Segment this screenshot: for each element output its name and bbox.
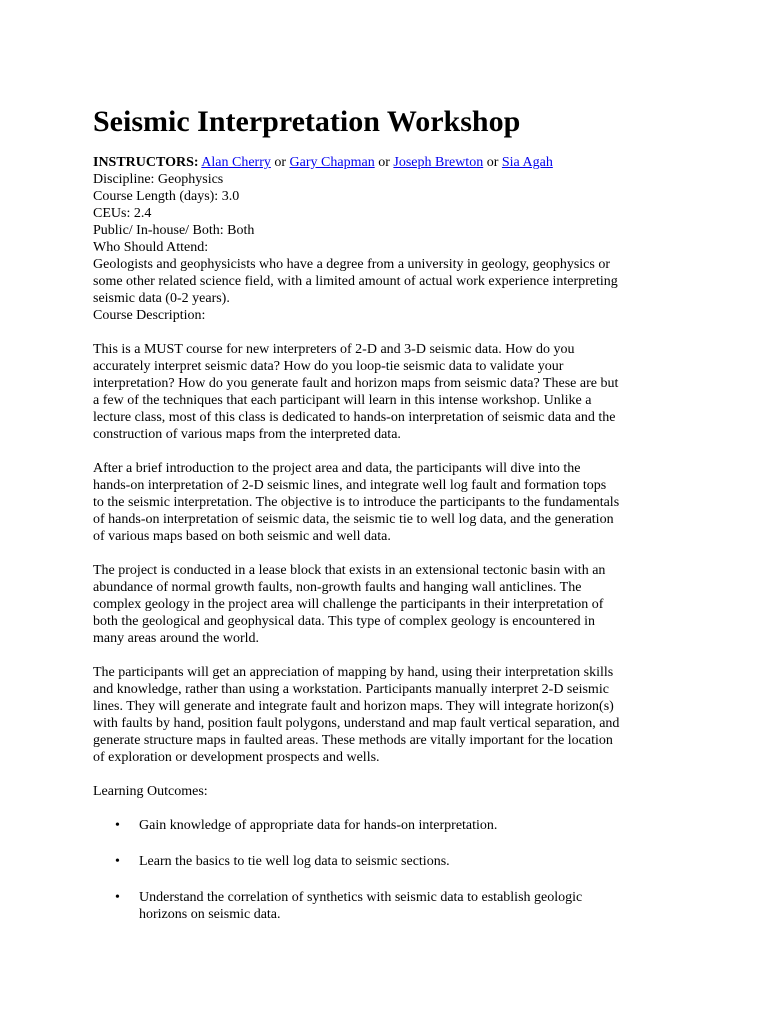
text-line: to the seismic interpretation. The objective is to introduce the participants to the fundamentals <box>93 495 620 510</box>
description-paragraph-1 <box>93 341 693 443</box>
text-line: of hands-on interpretation of seismic data, the seismic tie to well log data, and the generation <box>93 512 614 527</box>
text-line: with faults by hand, position fault polygons, understand and map fault vertical separation, and <box>93 716 620 731</box>
description-paragraph-2 <box>93 460 693 545</box>
learning-outcomes-list <box>93 817 693 923</box>
text-line: and knowledge, rather than using a workstation. Participants manually interpret 2-D seismic <box>93 682 609 697</box>
instructor-link-sia-agah[interactable]: Sia Agah <box>501 155 553 170</box>
text-line: Gain knowledge of appropriate data for hands-on interpretation. <box>139 818 498 833</box>
instructors-line <box>93 154 693 171</box>
text-line: interpretation? How do you generate fault and horizon maps from seismic data? These are but <box>93 376 619 391</box>
text-line: lines. They will generate and integrate fault and horizon maps. They will integrate horizon(s) <box>93 699 614 714</box>
text-line: Understand the correlation of synthetics with seismic data to establish geologic <box>139 890 583 905</box>
text-line: of exploration or development prospects and wells. <box>93 750 380 765</box>
text-line: The project is conducted in a lease block that exists in an extensional tectonic basin with an <box>93 563 606 578</box>
text-line: Geologists and geophysicists who have a degree from a university in geology, geophysics or <box>93 257 610 272</box>
text-line: abundance of normal growth faults, non-growth faults and hanging wall anticlines. The <box>93 580 582 595</box>
text-line: a few of the techniques that each participant will learn in this intense workshop. Unlike a <box>93 393 592 408</box>
discipline-line: Discipline: Geophysics <box>93 172 224 187</box>
text-line: many areas around the world. <box>93 631 259 646</box>
or-separator: or <box>486 155 499 170</box>
bullet-icon: • <box>115 854 120 869</box>
instructor-link-gary-chapman[interactable]: Gary Chapman <box>289 155 375 170</box>
text-line: some other related science field, with a limited amount of actual work experience interpreting <box>93 274 618 289</box>
course-length-line: Course Length (days): 3.0 <box>93 189 240 204</box>
bullet-icon: • <box>115 890 120 905</box>
text-line: hands-on interpretation of 2-D seismic lines, and integrate well log fault and formation tops <box>93 478 607 493</box>
text-line: Learn the basics to tie well log data to seismic sections. <box>139 854 450 869</box>
list-item <box>93 817 693 834</box>
text-line: The participants will get an appreciation of mapping by hand, using their interpretation skills <box>93 665 614 680</box>
text-line: of various maps based on both seismic and well data. <box>93 529 391 544</box>
instructors-label: INSTRUCTORS: <box>93 155 199 170</box>
text-line: This is a MUST course for new interpreters of 2-D and 3-D seismic data. How do you <box>93 342 575 357</box>
text-line: construction of various maps from the interpreted data. <box>93 427 401 442</box>
public-inhouse-line: Public/ In-house/ Both: Both <box>93 223 255 238</box>
text-line: generate structure maps in faulted areas. These methods are vitally important for the location <box>93 733 613 748</box>
or-separator: or <box>274 155 287 170</box>
description-paragraph-3 <box>93 562 693 647</box>
page-title: Seismic Interpretation Workshop <box>93 105 521 138</box>
learning-outcomes-label: Learning Outcomes: <box>93 784 208 799</box>
who-should-attend-label: Who Should Attend: <box>93 240 209 255</box>
text-line: horizons on seismic data. <box>139 907 281 922</box>
text-line: both the geological and geophysical data. This type of complex geology is encountered in <box>93 614 596 629</box>
text-line: lecture class, most of this class is dedicated to hands-on interpretation of seismic data and the <box>93 410 616 425</box>
description-paragraph-4 <box>93 664 693 766</box>
list-item <box>93 889 693 923</box>
text-line: accurately interpret seismic data? How do you loop-tie seismic data to validate your <box>93 359 564 374</box>
course-description-label: Course Description: <box>93 308 206 323</box>
instructor-link-joseph-brewton[interactable]: Joseph Brewton <box>393 155 484 170</box>
text-line: After a brief introduction to the project area and data, the participants will dive into the <box>93 461 581 476</box>
text-line: complex geology in the project area will challenge the participants in their interpretation of <box>93 597 604 612</box>
or-separator: or <box>378 155 390 170</box>
who-should-attend-text <box>93 256 693 307</box>
text-line: seismic data (0-2 years). <box>93 291 230 306</box>
list-item <box>93 853 693 870</box>
bullet-icon: • <box>115 818 120 833</box>
ceus-line: CEUs: 2.4 <box>93 206 152 221</box>
document-body <box>93 154 693 942</box>
instructor-link-alan-cherry[interactable]: Alan Cherry <box>201 155 271 170</box>
